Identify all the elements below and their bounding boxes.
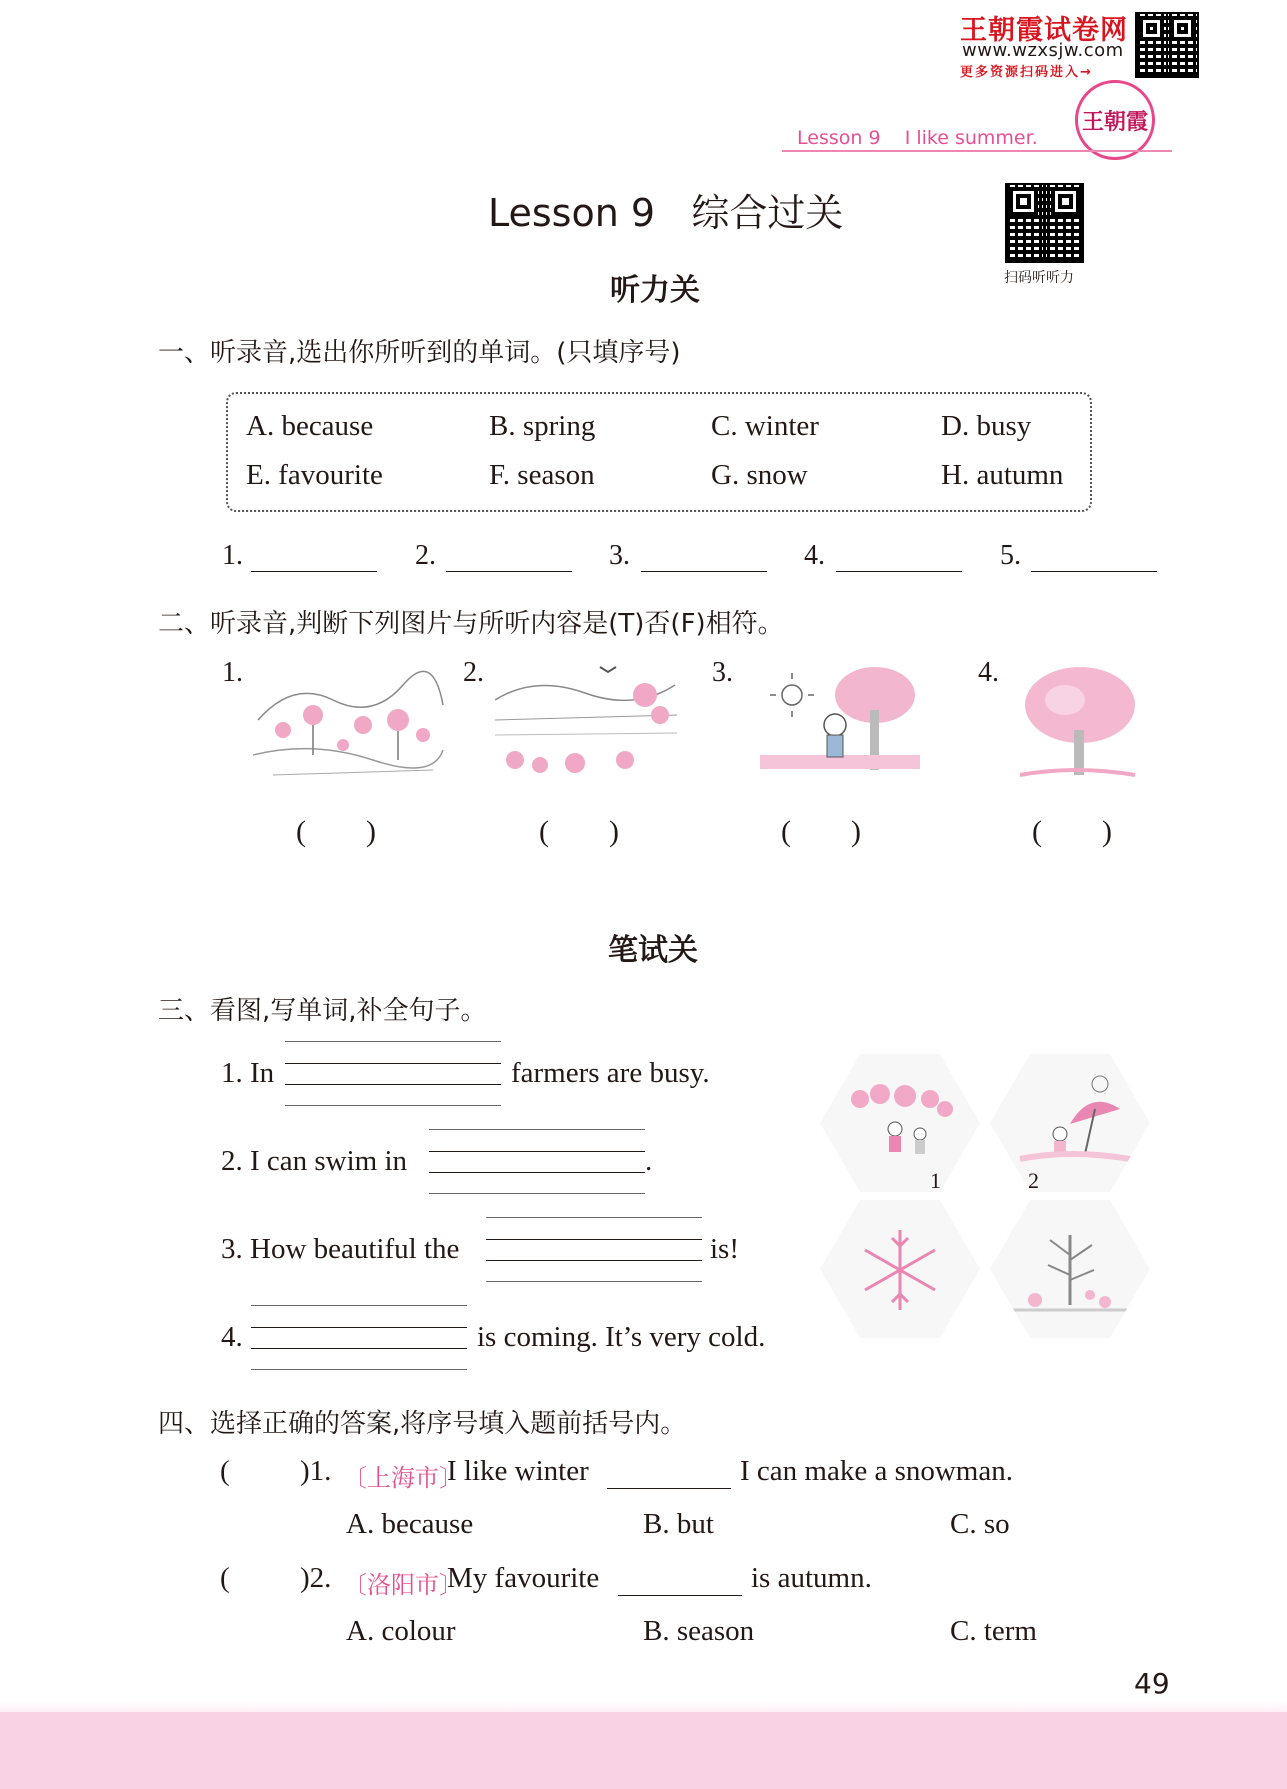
q3-s2-start: 2. I can swim in <box>221 1145 408 1177</box>
q4-1-source-tag: 〔上海市〕 <box>343 1464 463 1492</box>
running-lesson: Lesson 9 <box>797 127 881 149</box>
word-option: E. favourite <box>246 459 383 491</box>
listening-section-title: 听力关 <box>610 273 700 308</box>
writing-answer-line[interactable] <box>285 1083 501 1085</box>
footer-band <box>0 1712 1287 1789</box>
writing-guide-line <box>285 1104 501 1106</box>
q4-2-paren-open[interactable]: ( <box>220 1562 230 1594</box>
blank-number: 5. <box>1000 540 1021 571</box>
picture-number: 2. <box>463 657 484 688</box>
q4-1-paren-open[interactable]: ( <box>220 1455 230 1487</box>
brand-url[interactable]: www.wzxsjw.com <box>962 40 1124 61</box>
writing-guide-line <box>429 1192 645 1194</box>
listening-qr-code-icon[interactable] <box>1005 183 1084 263</box>
writing-guide-line <box>486 1280 702 1282</box>
q1-prompt: 一、听录音,选出你所听到的单词。(只填序号) <box>158 338 681 368</box>
word-option: B. spring <box>489 410 596 442</box>
q4-1-option-b[interactable]: B. but <box>643 1508 714 1540</box>
q4-2-text-end: is autumn. <box>751 1562 872 1594</box>
writing-answer-line[interactable] <box>486 1259 702 1261</box>
answer-blank[interactable] <box>641 570 767 572</box>
writing-guide-line <box>285 1040 501 1042</box>
q3-s2-end: . <box>645 1145 653 1177</box>
pink-tree-picture <box>1015 660 1140 785</box>
page-number: 49 <box>1134 1667 1170 1700</box>
q2-prompt: 二、听录音,判断下列图片与所听内容是(T)否(F)相符。 <box>158 609 784 639</box>
answer-blank[interactable] <box>1031 570 1157 572</box>
q4-2-option-b[interactable]: B. season <box>643 1615 755 1647</box>
brand-stamp-logo <box>1075 80 1155 160</box>
q4-1-number: )1. <box>300 1455 332 1487</box>
title-name: 综合过关 <box>691 191 844 235</box>
word-option: A. because <box>246 410 374 442</box>
running-title: I like summer. <box>904 127 1038 149</box>
hex-winter-tree-picture <box>990 1200 1150 1338</box>
writing-guide-line <box>429 1128 645 1130</box>
picture-number: 3. <box>712 657 733 688</box>
q4-2-blank[interactable] <box>618 1594 742 1596</box>
word-option: F. season <box>489 459 595 491</box>
blank-number: 1. <box>222 540 243 571</box>
brand-subtitle: 更多资源扫码进入→ <box>960 65 1093 80</box>
q4-1-text-end: I can make a snowman. <box>740 1455 1013 1487</box>
answer-blank[interactable] <box>251 570 377 572</box>
blank-number: 2. <box>415 540 436 571</box>
q3-s1-start: 1. In <box>221 1057 275 1089</box>
answer-blank[interactable] <box>836 570 962 572</box>
picture-number: 4. <box>978 657 999 688</box>
running-header-rule <box>782 150 1172 152</box>
writing-guide-line <box>251 1368 467 1370</box>
writing-guide-line <box>486 1238 702 1240</box>
hex-autumn-harvest-picture <box>820 1054 980 1192</box>
beach-umbrella-icon <box>990 1054 1150 1192</box>
winter-tree-icon <box>990 1200 1150 1338</box>
hex-label: 1 <box>930 1168 941 1193</box>
page-title <box>488 182 843 237</box>
spring-landscape-picture <box>253 660 445 785</box>
word-option: G. snow <box>711 459 808 491</box>
q3-s4-start: 4. <box>221 1321 243 1353</box>
hex-summer-beach-picture <box>990 1054 1150 1192</box>
answer-blank[interactable] <box>446 570 572 572</box>
writing-answer-line[interactable] <box>251 1347 467 1349</box>
q4-1-option-c[interactable]: C. so <box>950 1508 1010 1540</box>
q3-s4-end: is coming. It’s very cold. <box>477 1321 766 1353</box>
brand-qr-code-icon[interactable] <box>1135 12 1199 78</box>
q4-1-text-start: I like winter <box>447 1455 589 1487</box>
writing-guide-line <box>285 1062 501 1064</box>
q4-2-option-a[interactable]: A. colour <box>346 1615 456 1647</box>
q4-2-source-tag: 〔洛阳市〕 <box>343 1571 463 1599</box>
q4-prompt: 四、选择正确的答案,将序号填入题前括号内。 <box>158 1409 687 1439</box>
blank-number: 4. <box>804 540 825 571</box>
running-header <box>797 127 1038 149</box>
q3-s3-start: 3. How beautiful the <box>221 1233 460 1265</box>
boy-under-tree-picture <box>760 655 920 785</box>
answer-paren[interactable]: ( ) <box>1032 815 1112 848</box>
picture-number: 1. <box>222 657 243 688</box>
writing-answer-line[interactable] <box>429 1171 645 1173</box>
hex-winter-snowflake-picture <box>820 1200 980 1338</box>
q3-s1-end: farmers are busy. <box>511 1057 710 1089</box>
answer-paren[interactable]: ( ) <box>539 815 619 848</box>
writing-guide-line <box>251 1326 467 1328</box>
qr-label: 扫码听听力 <box>1004 270 1074 286</box>
hex-label: 2 <box>1028 1168 1039 1193</box>
answer-paren[interactable]: ( ) <box>296 815 376 848</box>
brand-title: 王朝霞试卷网 <box>960 15 1128 46</box>
blank-number: 3. <box>609 540 630 571</box>
word-option: D. busy <box>941 410 1032 442</box>
writing-guide-line <box>429 1150 645 1152</box>
q4-2-option-c[interactable]: C. term <box>950 1615 1037 1647</box>
q4-1-blank[interactable] <box>607 1487 731 1489</box>
q4-2-text-start: My favourite <box>447 1562 600 1594</box>
river-landscape-picture <box>495 655 677 780</box>
stamp-text: 王朝霞 <box>1081 108 1148 135</box>
harvest-scene-icon <box>820 1054 980 1192</box>
word-option: H. autumn <box>941 459 1064 491</box>
word-option: C. winter <box>711 410 819 442</box>
title-lesson: Lesson 9 <box>488 191 656 235</box>
answer-paren[interactable]: ( ) <box>781 815 861 848</box>
q4-1-option-a[interactable]: A. because <box>346 1508 474 1540</box>
q3-s3-end: is! <box>710 1233 739 1265</box>
q4-2-number: )2. <box>300 1562 332 1594</box>
q3-prompt: 三、看图,写单词,补全句子。 <box>158 996 487 1026</box>
snowflake-icon <box>820 1200 980 1338</box>
writing-guide-line <box>251 1304 467 1306</box>
writing-section-title: 笔试关 <box>608 933 698 968</box>
writing-guide-line <box>486 1216 702 1218</box>
